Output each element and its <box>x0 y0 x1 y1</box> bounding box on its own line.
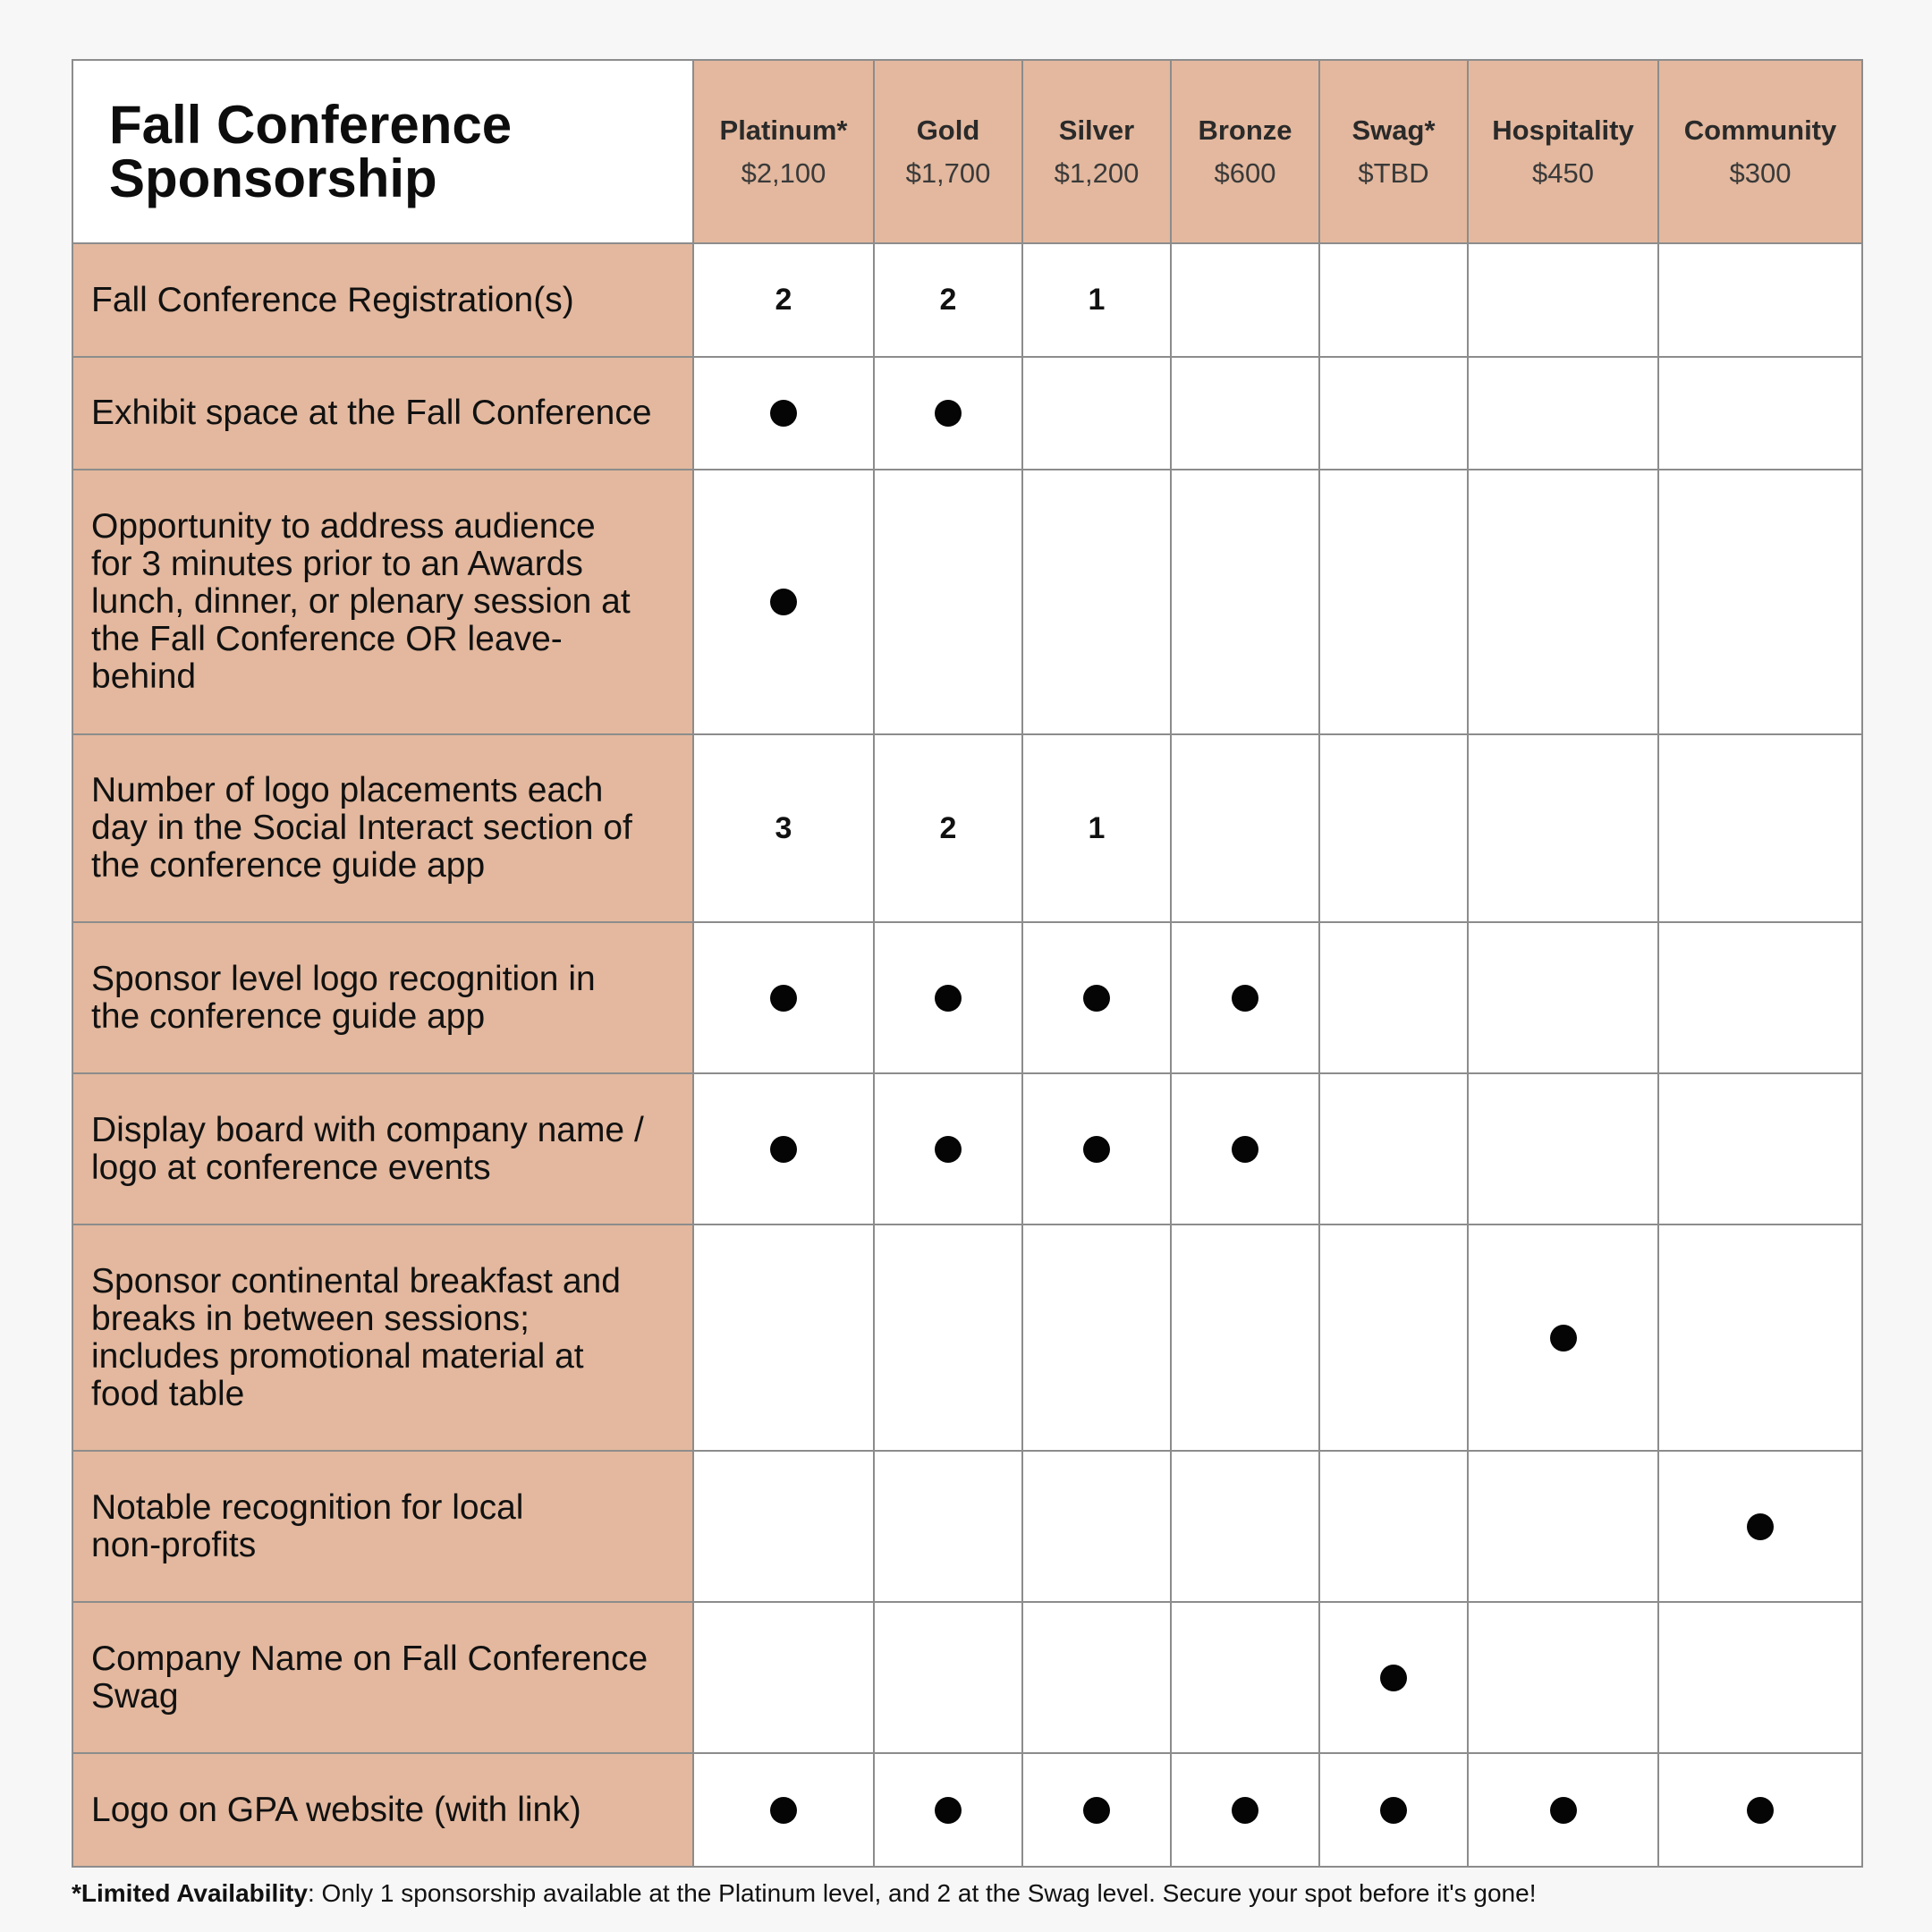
cell-platinum <box>693 243 874 357</box>
feature-label-line: non-profits <box>91 1525 257 1564</box>
cell-swag <box>1319 243 1468 357</box>
cell-platinum <box>693 734 874 922</box>
cell-gold <box>874 1451 1022 1602</box>
header-row <box>72 60 1862 243</box>
cell-silver <box>1022 734 1171 922</box>
cell-community <box>1658 357 1862 470</box>
bullet-dot-icon <box>935 985 962 1012</box>
cell-gold <box>874 1753 1022 1867</box>
cell-silver <box>1022 922 1171 1073</box>
feature-label-line: Notable recognition for local <box>91 1487 524 1527</box>
count-value: 2 <box>775 283 792 317</box>
count-value: 1 <box>1088 810 1106 845</box>
tier-name: Hospitality <box>1492 114 1634 146</box>
cell-bronze <box>1171 1602 1319 1753</box>
cell-silver <box>1022 1224 1171 1451</box>
feature-label-line: Display board with company name / <box>91 1110 644 1149</box>
tier-header-gold <box>874 60 1022 243</box>
cell-silver <box>1022 243 1171 357</box>
cell-gold <box>874 922 1022 1073</box>
cell-gold <box>874 1224 1022 1451</box>
feature-label-cell <box>72 243 693 357</box>
cell-silver <box>1022 1602 1171 1753</box>
bullet-dot-icon <box>1232 1136 1258 1163</box>
cell-platinum <box>693 1224 874 1451</box>
footnote-bold: *Limited Availability <box>72 1879 308 1907</box>
cell-community <box>1658 922 1862 1073</box>
tier-name: Swag* <box>1352 114 1436 146</box>
cell-gold <box>874 357 1022 470</box>
tier-header-community <box>1658 60 1862 243</box>
cell-swag <box>1319 1224 1468 1451</box>
count-value: 3 <box>775 810 792 845</box>
feature-label-line: Sponsor continental breakfast and <box>91 1261 621 1301</box>
cell-silver <box>1022 470 1171 734</box>
tier-price: $450 <box>1532 157 1594 189</box>
feature-label-line: breaks in between sessions; <box>91 1299 530 1338</box>
bullet-dot-icon <box>770 1136 797 1163</box>
bullet-dot-icon <box>1550 1325 1577 1352</box>
cell-bronze <box>1171 1224 1319 1451</box>
feature-label-cell <box>72 1602 693 1753</box>
cell-bronze <box>1171 1753 1319 1867</box>
cell-silver <box>1022 1073 1171 1224</box>
bullet-dot-icon <box>1380 1797 1407 1824</box>
cell-gold <box>874 1602 1022 1753</box>
footnote <box>72 1878 1536 1909</box>
cell-silver <box>1022 1753 1171 1867</box>
tier-name: Platinum* <box>719 114 848 146</box>
cell-platinum <box>693 1602 874 1753</box>
count-value: 1 <box>1088 283 1106 317</box>
cell-platinum <box>693 1753 874 1867</box>
feature-label-line: Number of logo placements each <box>91 771 604 809</box>
feature-label-line: the conference guide app <box>91 996 486 1036</box>
cell-hospitality <box>1468 1753 1658 1867</box>
cell-hospitality <box>1468 470 1658 734</box>
tier-header-platinum <box>693 60 874 243</box>
table-row <box>72 922 1862 1073</box>
cell-swag <box>1319 1073 1468 1224</box>
feature-label-cell <box>72 357 693 470</box>
tier-header-swag <box>1319 60 1468 243</box>
table-row <box>72 1224 1862 1451</box>
cell-community <box>1658 1602 1862 1753</box>
feature-label-cell <box>72 1224 693 1451</box>
feature-label-line: lunch, dinner, or plenary session at <box>91 582 631 621</box>
tier-header-bronze <box>1171 60 1319 243</box>
cell-gold <box>874 470 1022 734</box>
cell-community <box>1658 470 1862 734</box>
tier-price: $600 <box>1214 157 1276 189</box>
cell-gold <box>874 1073 1022 1224</box>
cell-bronze <box>1171 734 1319 922</box>
bullet-dot-icon <box>935 1797 962 1824</box>
table-row <box>72 1073 1862 1224</box>
feature-rows <box>72 243 1862 1867</box>
tier-price: $TBD <box>1358 157 1429 189</box>
bullet-dot-icon <box>1232 1797 1258 1824</box>
feature-label-line: day in the Social Interact section of <box>91 809 632 847</box>
cell-swag <box>1319 922 1468 1073</box>
count-value: 2 <box>939 810 957 845</box>
bullet-dot-icon <box>1232 985 1258 1012</box>
bullet-dot-icon <box>1083 1136 1110 1163</box>
feature-label-cell <box>72 922 693 1073</box>
count-value: 2 <box>939 283 957 317</box>
title-cell <box>72 60 693 243</box>
cell-bronze <box>1171 243 1319 357</box>
feature-label-cell <box>72 1451 693 1602</box>
cell-bronze <box>1171 1073 1319 1224</box>
table-row <box>72 734 1862 922</box>
tier-header-hospitality <box>1468 60 1658 243</box>
feature-label-line: Logo on GPA website (with link) <box>91 1790 581 1829</box>
tier-header-silver <box>1022 60 1171 243</box>
bullet-dot-icon <box>1380 1665 1407 1691</box>
cell-bronze <box>1171 1451 1319 1602</box>
bullet-dot-icon <box>935 1136 962 1163</box>
tier-name: Community <box>1683 114 1837 146</box>
feature-label-line: Opportunity to address audience <box>91 507 596 546</box>
cell-community <box>1658 243 1862 357</box>
cell-community <box>1658 734 1862 922</box>
cell-hospitality <box>1468 734 1658 922</box>
bullet-dot-icon <box>1083 1797 1110 1824</box>
footnote-text: : Only 1 sponsorship available at the Platinum level, and 2 at the Swag level. Secure your spot before it's gone! <box>308 1879 1537 1907</box>
cell-platinum <box>693 1451 874 1602</box>
feature-label-line: Fall Conference Registration(s) <box>91 280 574 319</box>
cell-community <box>1658 1451 1862 1602</box>
cell-platinum <box>693 357 874 470</box>
feature-label-line: behind <box>91 657 197 696</box>
cell-swag <box>1319 470 1468 734</box>
tier-price: $300 <box>1729 157 1792 189</box>
feature-label-cell <box>72 1753 693 1867</box>
table-row <box>72 1451 1862 1602</box>
cell-bronze <box>1171 357 1319 470</box>
bullet-dot-icon <box>1747 1513 1774 1540</box>
cell-platinum <box>693 1073 874 1224</box>
tier-name: Silver <box>1058 114 1135 146</box>
feature-label-line: Swag <box>91 1676 179 1716</box>
bullet-dot-icon <box>770 589 797 615</box>
cell-swag <box>1319 1602 1468 1753</box>
cell-bronze <box>1171 470 1319 734</box>
cell-silver <box>1022 357 1171 470</box>
bullet-dot-icon <box>1747 1797 1774 1824</box>
feature-label-line: logo at conference events <box>91 1148 491 1187</box>
feature-label-line: Sponsor level logo recognition in <box>91 959 596 998</box>
cell-community <box>1658 1073 1862 1224</box>
feature-label-line: the Fall Conference OR leave- <box>91 620 563 658</box>
cell-gold <box>874 243 1022 357</box>
bullet-dot-icon <box>770 400 797 427</box>
feature-label-line: Exhibit space at the Fall Conference <box>91 394 652 432</box>
feature-label-cell <box>72 470 693 734</box>
feature-label-line: the conference guide app <box>91 846 486 885</box>
tier-price: $2,100 <box>741 157 826 189</box>
cell-hospitality <box>1468 1602 1658 1753</box>
cell-hospitality <box>1468 1451 1658 1602</box>
cell-swag <box>1319 1753 1468 1867</box>
bullet-dot-icon <box>770 1797 797 1824</box>
tier-price: $1,200 <box>1054 157 1140 189</box>
cell-community <box>1658 1224 1862 1451</box>
table-row <box>72 357 1862 470</box>
cell-hospitality <box>1468 357 1658 470</box>
table-row <box>72 1602 1862 1753</box>
feature-label-line: for 3 minutes prior to an Awards <box>91 545 583 583</box>
feature-label-line: food table <box>91 1374 245 1413</box>
feature-label-line: includes promotional material at <box>91 1336 584 1376</box>
cell-swag <box>1319 734 1468 922</box>
table-row <box>72 1753 1862 1867</box>
cell-hospitality <box>1468 1224 1658 1451</box>
bullet-dot-icon <box>1083 985 1110 1012</box>
cell-bronze <box>1171 922 1319 1073</box>
cell-platinum <box>693 922 874 1073</box>
bullet-dot-icon <box>935 400 962 427</box>
bullet-dot-icon <box>770 985 797 1012</box>
sponsorship-table <box>72 59 1863 1868</box>
cell-hospitality <box>1468 922 1658 1073</box>
cell-community <box>1658 1753 1862 1867</box>
tier-name: Bronze <box>1198 114 1292 146</box>
page-title-line-2: Sponsorship <box>109 148 437 208</box>
cell-hospitality <box>1468 1073 1658 1224</box>
cell-hospitality <box>1468 243 1658 357</box>
cell-swag <box>1319 1451 1468 1602</box>
cell-platinum <box>693 470 874 734</box>
table-row <box>72 470 1862 734</box>
tier-price: $1,700 <box>905 157 991 189</box>
feature-label-line: Company Name on Fall Conference <box>91 1639 648 1678</box>
tier-name: Gold <box>916 114 980 146</box>
cell-silver <box>1022 1451 1171 1602</box>
feature-label-cell <box>72 734 693 922</box>
cell-gold <box>874 734 1022 922</box>
feature-label-cell <box>72 1073 693 1224</box>
page-title-line-1: Fall Conference <box>109 94 513 155</box>
bullet-dot-icon <box>1550 1797 1577 1824</box>
table-row <box>72 243 1862 357</box>
cell-swag <box>1319 357 1468 470</box>
